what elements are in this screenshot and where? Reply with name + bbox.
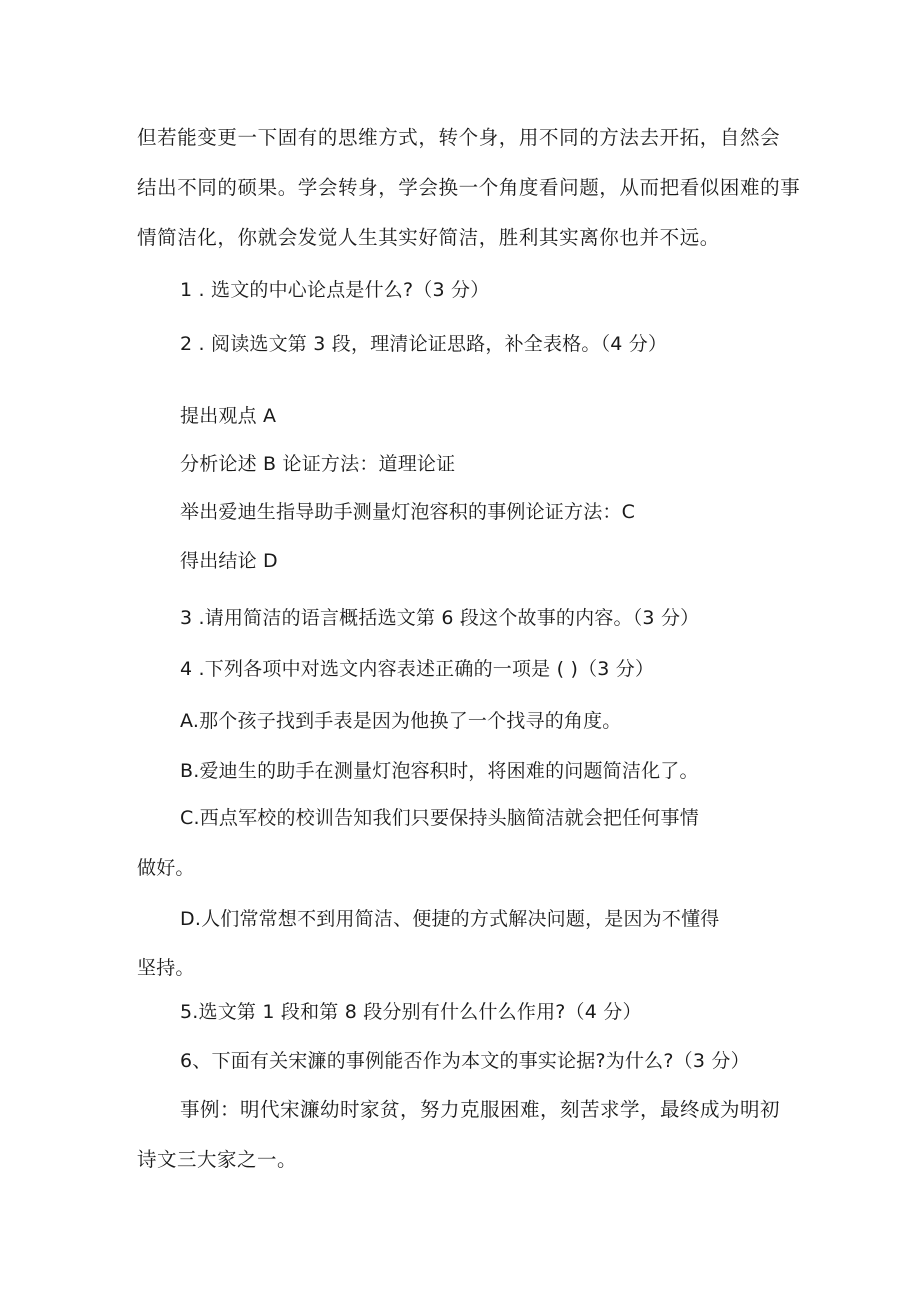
option-d-line-1: D.人们常常想不到用简洁、便捷的方式解决问题，是因为不懂得 [180, 908, 720, 930]
question-3: 3 .请用简洁的语言概括选文第 6 段这个故事的内容。（3 分） [180, 607, 700, 629]
example-line-1: 事例：明代宋濂幼时家贫，努力克服困难，刻苦求学，最终成为明初 [180, 1098, 781, 1121]
option-c-line-1: C.西点军校的校训告知我们只要保持头脑简洁就会把任何事情 [180, 807, 699, 829]
table-row-example: 举出爱迪生指导助手测量灯泡容积的事例论证方法：C [180, 501, 636, 523]
question-5: 5.选文第 1 段和第 8 段分别有什么什么作用?（4 分） [180, 1001, 642, 1023]
option-b: B.爱迪生的助手在测量灯泡容积时，将困难的问题简洁化了。 [180, 760, 699, 782]
intro-paragraph-line-1: 但若能变更一下固有的思维方式，转个身，用不同的方法去开拓，自然会 [137, 126, 781, 149]
option-c-line-2: 做好。 [137, 857, 195, 879]
option-a: A.那个孩子找到手表是因为他换了一个找寻的角度。 [180, 710, 622, 732]
question-4: 4 .下列各项中对选文内容表述正确的一项是 ( )（3 分） [180, 658, 655, 680]
question-1: 1 . 选文的中心论点是什么?（3 分） [180, 279, 490, 301]
table-row-analysis: 分析论述 B 论证方法：道理论证 [180, 453, 456, 475]
question-2: 2 . 阅读选文第 3 段，理清论证思路，补全表格。（4 分） [180, 333, 668, 355]
intro-paragraph-line-3: 情简洁化，你就会发觉人生其实好简洁，胜利其实离你也并不远。 [137, 226, 720, 249]
option-d-line-2: 坚持。 [137, 957, 195, 979]
example-line-2: 诗文三大家之一。 [137, 1148, 298, 1171]
intro-paragraph-line-2: 结出不同的硕果。学会转身，学会换一个角度看问题，从而把看似困难的事 [137, 176, 801, 199]
table-row-conclusion: 得出结论 D [180, 550, 278, 572]
question-6: 6、下面有关宋濂的事例能否作为本文的事实论据?为什么?（3 分） [180, 1050, 750, 1072]
table-row-viewpoint: 提出观点 A [180, 405, 277, 427]
